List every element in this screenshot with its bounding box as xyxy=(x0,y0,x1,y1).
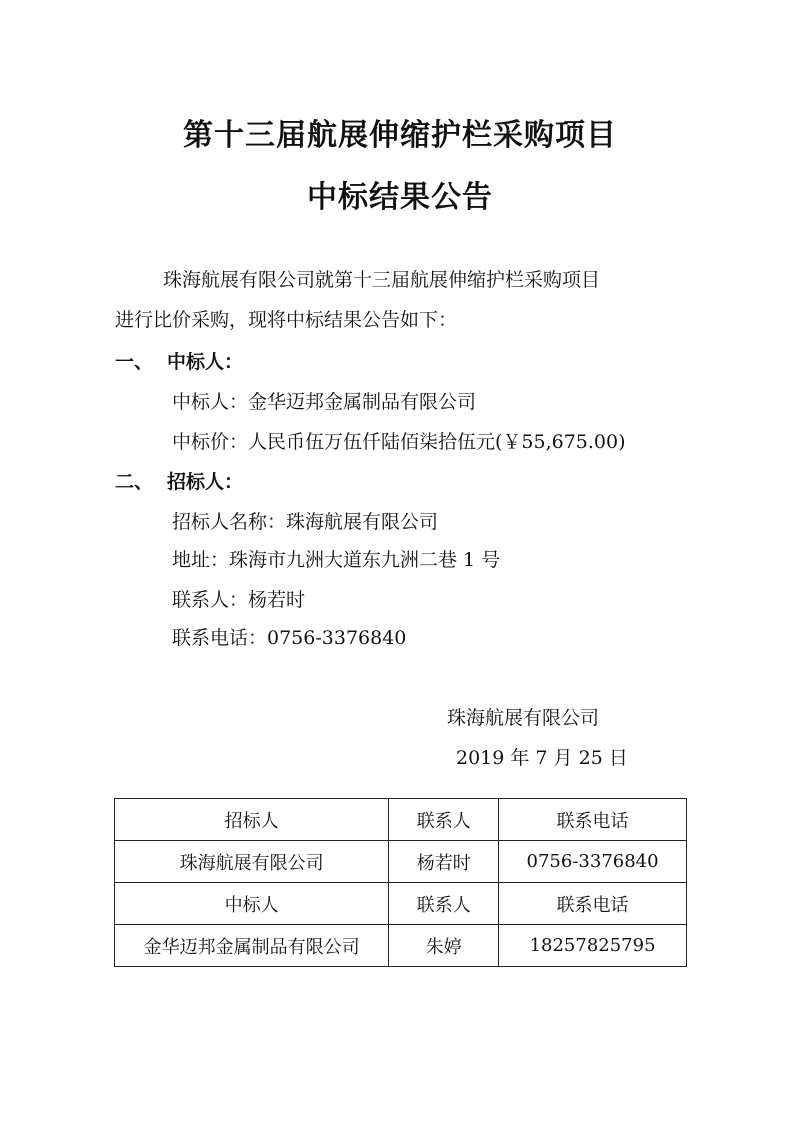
section-1-heading xyxy=(115,348,243,376)
table-cell: 杨若时 xyxy=(389,841,499,883)
table-cell: 中标人 xyxy=(115,883,389,925)
title-line-1: 第十三届航展伸缩护栏采购项目 xyxy=(183,118,617,153)
table-cell: 0756-3376840 xyxy=(499,841,687,883)
table-row xyxy=(115,841,687,883)
intro-line-2: 进行比价采购，现将中标结果公告如下： xyxy=(115,309,458,331)
table-row xyxy=(115,883,687,925)
section-1-title: 中标人： xyxy=(167,351,244,373)
signature-company: 珠海航展有限公司 xyxy=(447,707,600,729)
section-1-number: 一、 xyxy=(115,351,154,373)
contact-line: 联系人：杨若时 xyxy=(172,589,306,611)
title-line-2: 中标结果公告 xyxy=(307,180,493,215)
section-2-title: 招标人： xyxy=(167,471,244,493)
table-cell: 招标人 xyxy=(115,799,389,841)
contact-table xyxy=(114,798,687,967)
table-cell: 联系人 xyxy=(389,883,499,925)
table-row xyxy=(115,925,687,967)
signature-date: 2019 年 7 月 25 日 xyxy=(456,747,628,769)
intro-line-1: 珠海航展有限公司就第十三届航展伸缩护栏采购项目 xyxy=(163,269,601,291)
address-line: 地址：珠海市九洲大道东九洲二巷 1 号 xyxy=(172,549,501,571)
section-2-number: 二、 xyxy=(115,471,154,493)
table-cell: 联系人 xyxy=(389,799,499,841)
section-2-heading xyxy=(115,468,243,496)
table-cell: 18257825795 xyxy=(499,925,687,967)
table-cell: 金华迈邦金属制品有限公司 xyxy=(115,925,389,967)
table-cell: 联系电话 xyxy=(499,883,687,925)
price-line: 中标价：人民币伍万伍仟陆佰柒拾伍元(￥55,675.00) xyxy=(172,431,626,453)
tenderer-name-line: 招标人名称：珠海航展有限公司 xyxy=(172,511,439,533)
table-cell: 朱婷 xyxy=(389,925,499,967)
phone-line: 联系电话：0756-3376840 xyxy=(172,627,407,649)
winner-line: 中标人：金华迈邦金属制品有限公司 xyxy=(172,391,477,413)
table-cell: 珠海航展有限公司 xyxy=(115,841,389,883)
table-cell: 联系电话 xyxy=(499,799,687,841)
table-row xyxy=(115,799,687,841)
